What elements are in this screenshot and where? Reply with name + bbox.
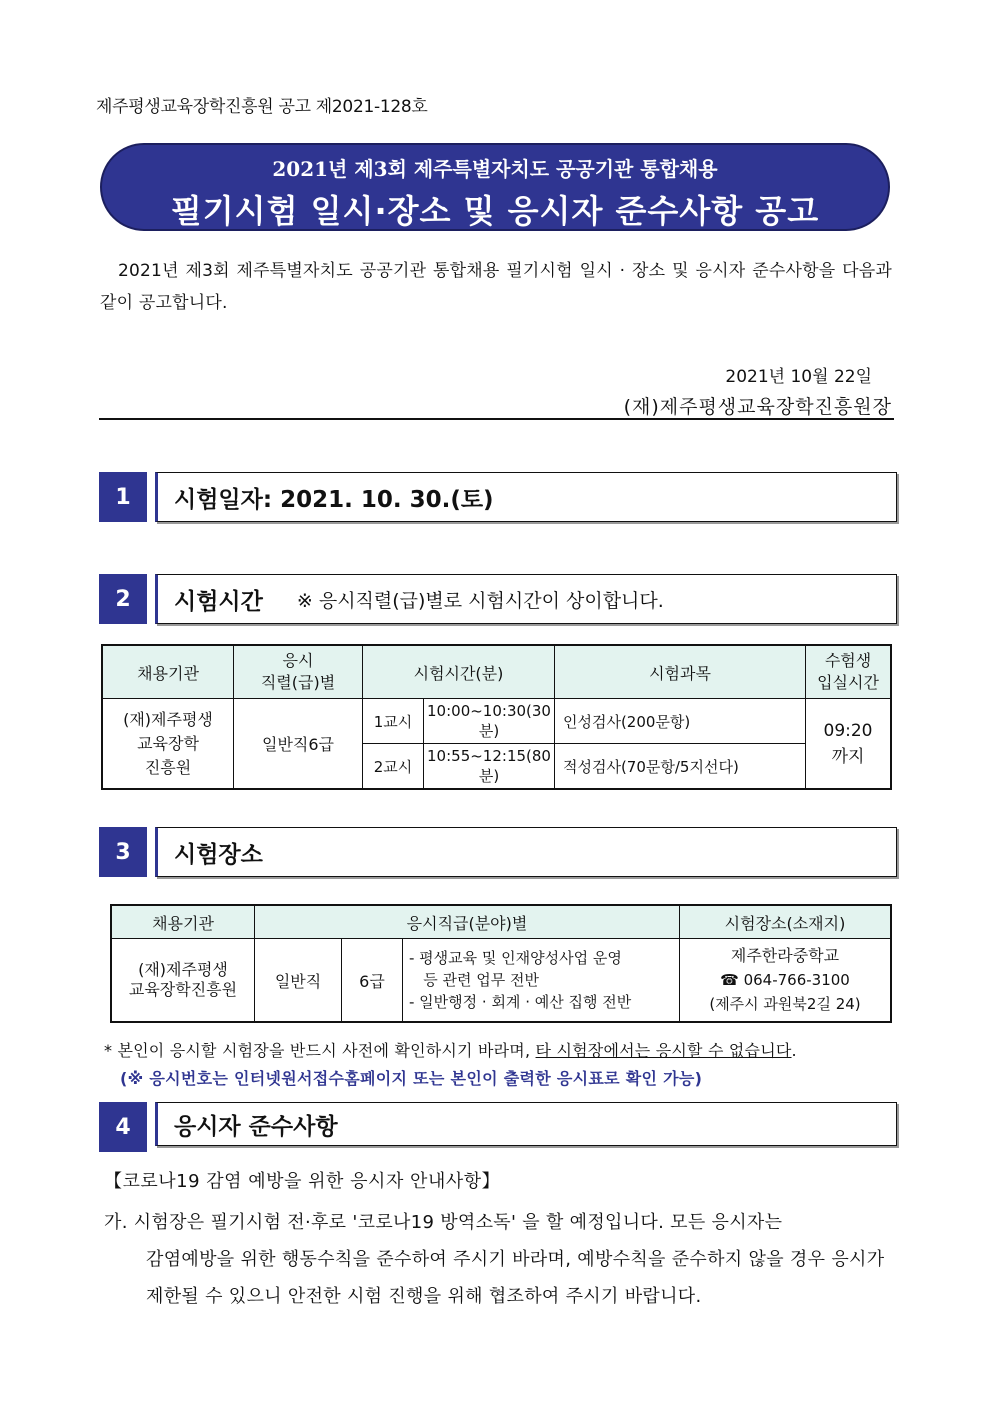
covid-heading: 【코로나19 감염 예방을 위한 응시자 안내사항】 xyxy=(104,1171,501,1192)
cell-venue xyxy=(680,939,892,1023)
col-header-venue: 시험장소(소재지) xyxy=(680,905,892,939)
col-header-grade: 응시 직렬(급)별 xyxy=(234,645,363,699)
section-4-header xyxy=(155,1102,897,1146)
schedule-header-row xyxy=(102,645,891,699)
col-header-position: 응시직급(분야)별 xyxy=(255,905,680,939)
cell-time: 10:00~10:30(30분) xyxy=(424,699,555,744)
intro-paragraph: 2021년 제3회 제주특별자치도 공공기관 통합채용 필기시험 일시 · 장소 및 응시자 준수사항을 다음과 같이 공고합니다. xyxy=(100,261,892,313)
section-1-header xyxy=(155,472,897,522)
section-1-title: 시험일자: 2021. 10. 30.(토) xyxy=(174,486,494,513)
covid-para-rest: 감염예방을 위한 행동수칙을 준수하여 주시기 바라며, 예방수칙을 준수하지 않을 경우 응시가 제한될 수 있으니 안전한 시험 진행을 위해 협조하여 주시기 바랍니다. xyxy=(146,1249,885,1307)
col-header-org: 채용기관 xyxy=(102,645,234,699)
cell-duties xyxy=(403,939,680,1023)
cell-time: 10:55~12:15(80분) xyxy=(424,744,555,790)
section-4-title: 응시자 준수사항 xyxy=(174,1113,338,1140)
cell-series: 일반직 xyxy=(255,939,342,1023)
venue-address: (제주시 과원북2길 24) xyxy=(709,995,861,1013)
section-4-number: 4 xyxy=(99,1102,147,1152)
section-3-header xyxy=(155,827,897,877)
col-header-org: 채용기관 xyxy=(111,905,255,939)
col-header-time: 시험시간(분) xyxy=(363,645,555,699)
venue-header-row xyxy=(111,905,891,939)
section-2-number: 2 xyxy=(99,574,147,624)
warning-text: * 본인이 응시할 시험장을 반드시 사전에 확인하시기 바라며, xyxy=(104,1041,536,1060)
table-row xyxy=(102,699,891,744)
title-banner xyxy=(100,143,890,231)
section-3-number: 3 xyxy=(99,827,147,877)
duty-item: - 평생교육 및 인재양성사업 운영 등 관련 업무 전반 xyxy=(409,949,622,989)
venue-phone: ☎ 064-766-3100 xyxy=(720,971,850,989)
venue-name: 제주한라중학교 xyxy=(730,946,840,965)
cell-subject: 인성검사(200문항) xyxy=(555,699,806,744)
banner-subtitle: 2021년 제3회 제주특별자치도 공공기관 통합채용 xyxy=(272,157,718,181)
covid-paragraph xyxy=(104,1204,896,1315)
warning-underlined: 타 시험장에서는 응시할 수 없습니다 xyxy=(535,1041,792,1060)
cell-subject: 적성검사(70문항/5지선다) xyxy=(555,744,806,790)
cell-org: (재)제주평생 교육장학진흥원 xyxy=(111,939,255,1023)
section-2-note: ※ 응시직렬(급)별로 시험시간이 상이합니다. xyxy=(296,589,664,612)
venue-table xyxy=(110,904,892,1023)
cell-grade: 6급 xyxy=(342,939,403,1023)
divider xyxy=(99,418,894,420)
warning-end: . xyxy=(791,1041,797,1060)
section-2-header xyxy=(155,574,897,624)
cell-period: 2교시 xyxy=(363,744,424,790)
section-2-title: 시험시간 xyxy=(174,588,263,615)
cell-period: 1교시 xyxy=(363,699,424,744)
schedule-table xyxy=(101,644,892,790)
table-row xyxy=(111,939,891,1023)
section-3-title: 시험장소 xyxy=(174,841,263,868)
cell-entry-time: 09:20 까지 xyxy=(806,699,892,790)
col-header-entry: 수험생 입실시간 xyxy=(806,645,892,699)
notice-number: 제주평생교육장학진흥원 공고 제2021-128호 xyxy=(96,97,428,117)
venue-warning xyxy=(104,1038,797,1061)
section-1-number: 1 xyxy=(99,472,147,522)
cell-grade: 일반직6급 xyxy=(234,699,363,790)
duty-item: - 일반행정 · 회계 · 예산 집행 전반 xyxy=(409,993,632,1011)
notice-date: 2021년 10월 22일 xyxy=(725,367,872,387)
col-header-subject: 시험과목 xyxy=(555,645,806,699)
issuing-organization: (재)제주평생교육장학진흥원장 xyxy=(623,396,892,418)
covid-para-first: 가. 시험장은 필기시험 전·후로 '코로나19 방역소독' 을 할 예정입니다. 모든 응시자는 xyxy=(104,1212,783,1233)
cell-org: (재)제주평생 교육장학 진흥원 xyxy=(102,699,234,790)
venue-note: (※ 응시번호는 인터넷원서접수홈페이지 또는 본인이 출력한 응시표로 확인 가능) xyxy=(120,1069,703,1088)
banner-title: 필기시험 일시·장소 및 응시자 준수사항 공고 xyxy=(170,192,820,230)
